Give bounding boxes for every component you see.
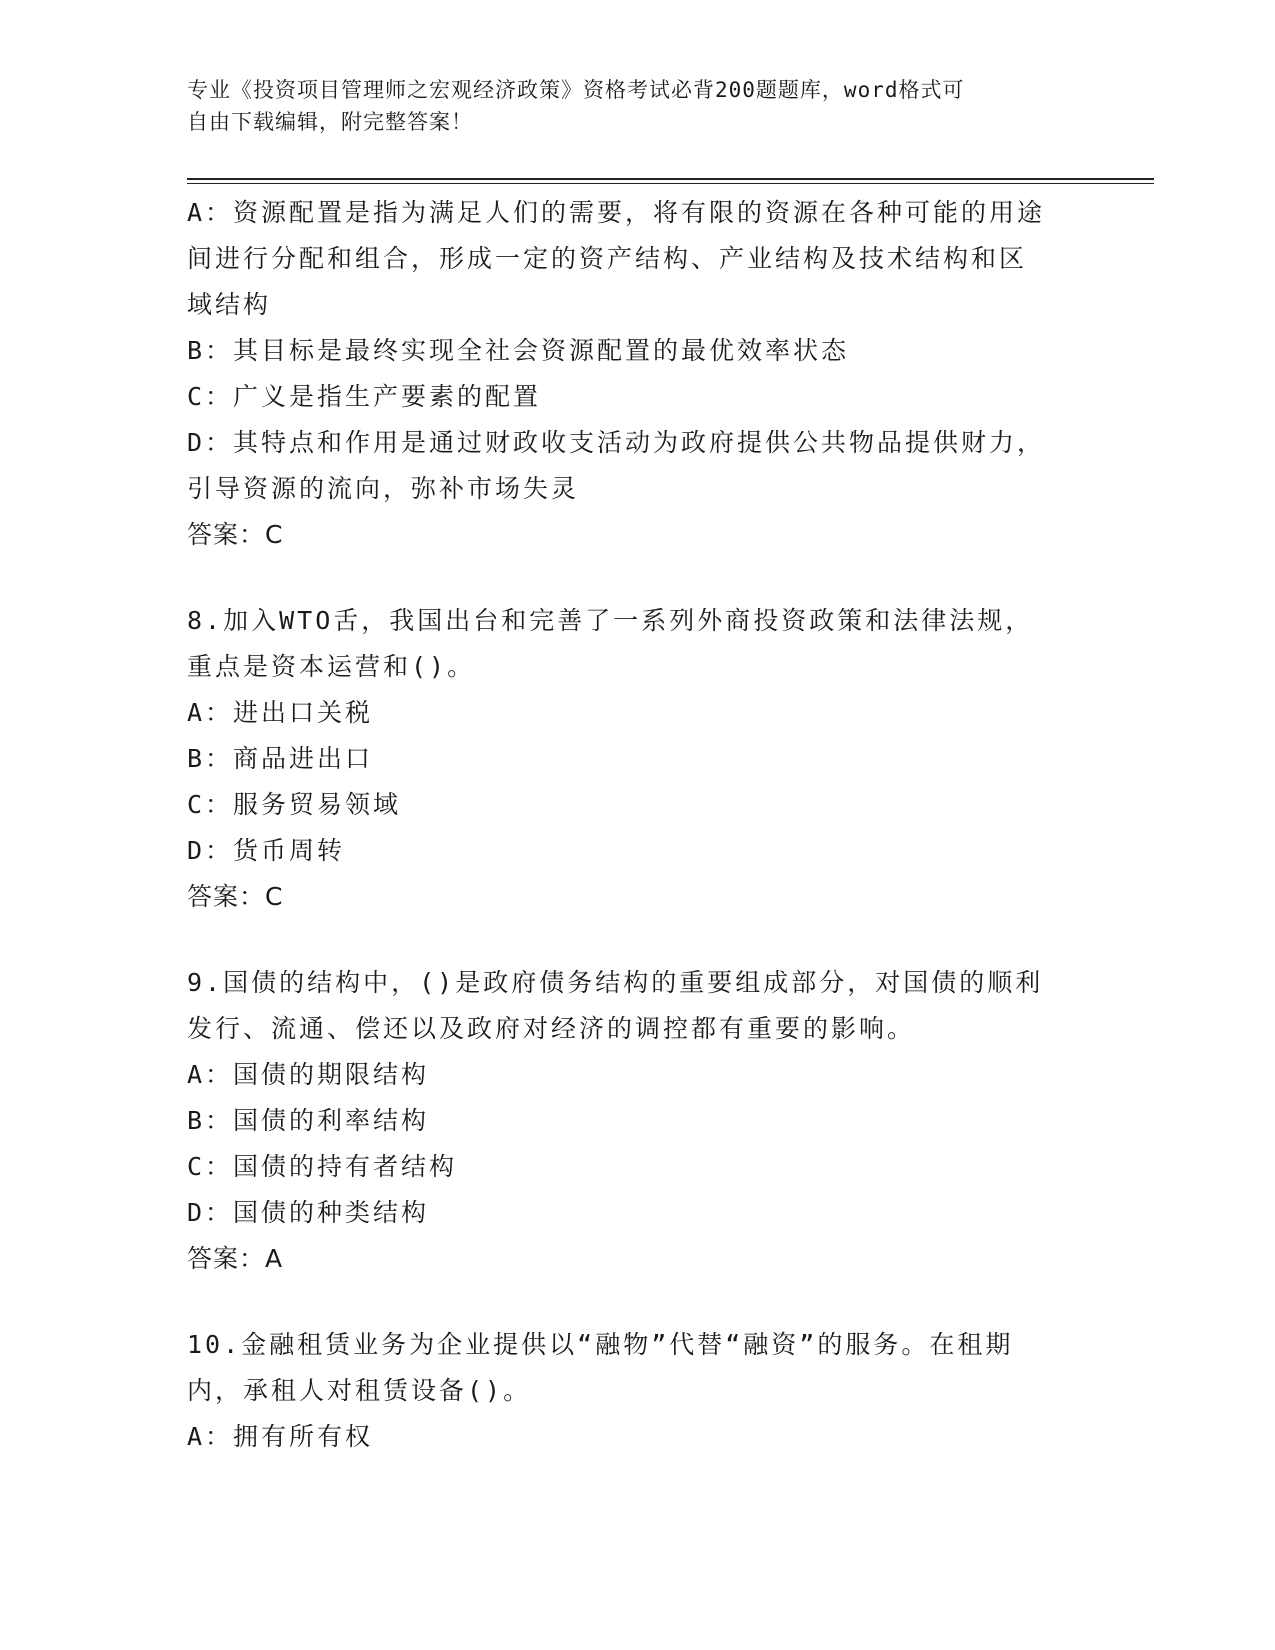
q7-option-d-line-2: 引导资源的流向，弥补市场失灵 <box>187 474 580 503</box>
q8-stem-line-1: 8.加入WTO舌，我国出台和完善了一系列外商投资政策和法律法规， <box>187 606 1034 635</box>
q9-option-b: B：国债的利率结构 <box>187 1106 430 1135</box>
question-content <box>187 190 1087 1460</box>
q8-answer: 答案：C <box>187 882 284 911</box>
q10-stem-line-2: 内，承租人对租赁设备()。 <box>187 1376 532 1405</box>
q8-stem-line-2: 重点是资本运营和()。 <box>187 652 476 681</box>
q8-option-d: D：货币周转 <box>187 836 346 865</box>
header-divider-thin <box>187 183 1154 184</box>
header-line-1: 专业《投资项目管理师之宏观经济政策》资格考试必背200题题库，word格式可 <box>187 78 965 102</box>
spacer <box>187 558 1087 598</box>
q10-option-a: A：拥有所有权 <box>187 1422 374 1451</box>
q7-option-c: C：广义是指生产要素的配置 <box>187 382 542 411</box>
question-10 <box>187 1322 1087 1460</box>
q8-option-b: B：商品进出口 <box>187 744 374 773</box>
q8-option-c: C：服务贸易领域 <box>187 790 402 819</box>
spacer <box>187 1282 1087 1322</box>
q9-stem-line-1: 9.国债的结构中，()是政府债务结构的重要组成部分，对国债的顺利 <box>187 968 1044 997</box>
q7-option-a-line-2: 间进行分配和组合，形成一定的资产结构、产业结构及技术结构和区 <box>187 244 1028 273</box>
q8-option-a: A：进出口关税 <box>187 698 374 727</box>
header-line-2: 自由下载编辑，附完整答案！ <box>187 110 473 134</box>
q9-answer: 答案：A <box>187 1244 284 1273</box>
q7-answer: 答案：C <box>187 520 284 549</box>
q9-option-c: C：国债的持有者结构 <box>187 1152 458 1181</box>
q9-option-a: A：国债的期限结构 <box>187 1060 430 1089</box>
question-9 <box>187 960 1087 1282</box>
q7-option-a-line-3: 域结构 <box>187 290 272 319</box>
spacer <box>187 920 1087 960</box>
header-divider-thick <box>187 178 1154 180</box>
q10-stem-line-1: 10.金融租赁业务为企业提供以“融物”代替“融资”的服务。在租期 <box>187 1330 1014 1359</box>
q9-stem-line-2: 发行、流通、偿还以及政府对经济的调控都有重要的影响。 <box>187 1014 916 1043</box>
question-7-tail <box>187 190 1087 558</box>
q7-option-d-line-1: D：其特点和作用是通过财政收支活动为政府提供公共物品提供财力， <box>187 428 1046 457</box>
q7-option-a-line-1: A：资源配置是指为满足人们的需要，将有限的资源在各种可能的用途 <box>187 198 1046 227</box>
document-header <box>187 74 1067 138</box>
question-8 <box>187 598 1087 920</box>
q9-option-d: D：国债的种类结构 <box>187 1198 430 1227</box>
q7-option-b: B：其目标是最终实现全社会资源配置的最优效率状态 <box>187 336 850 365</box>
